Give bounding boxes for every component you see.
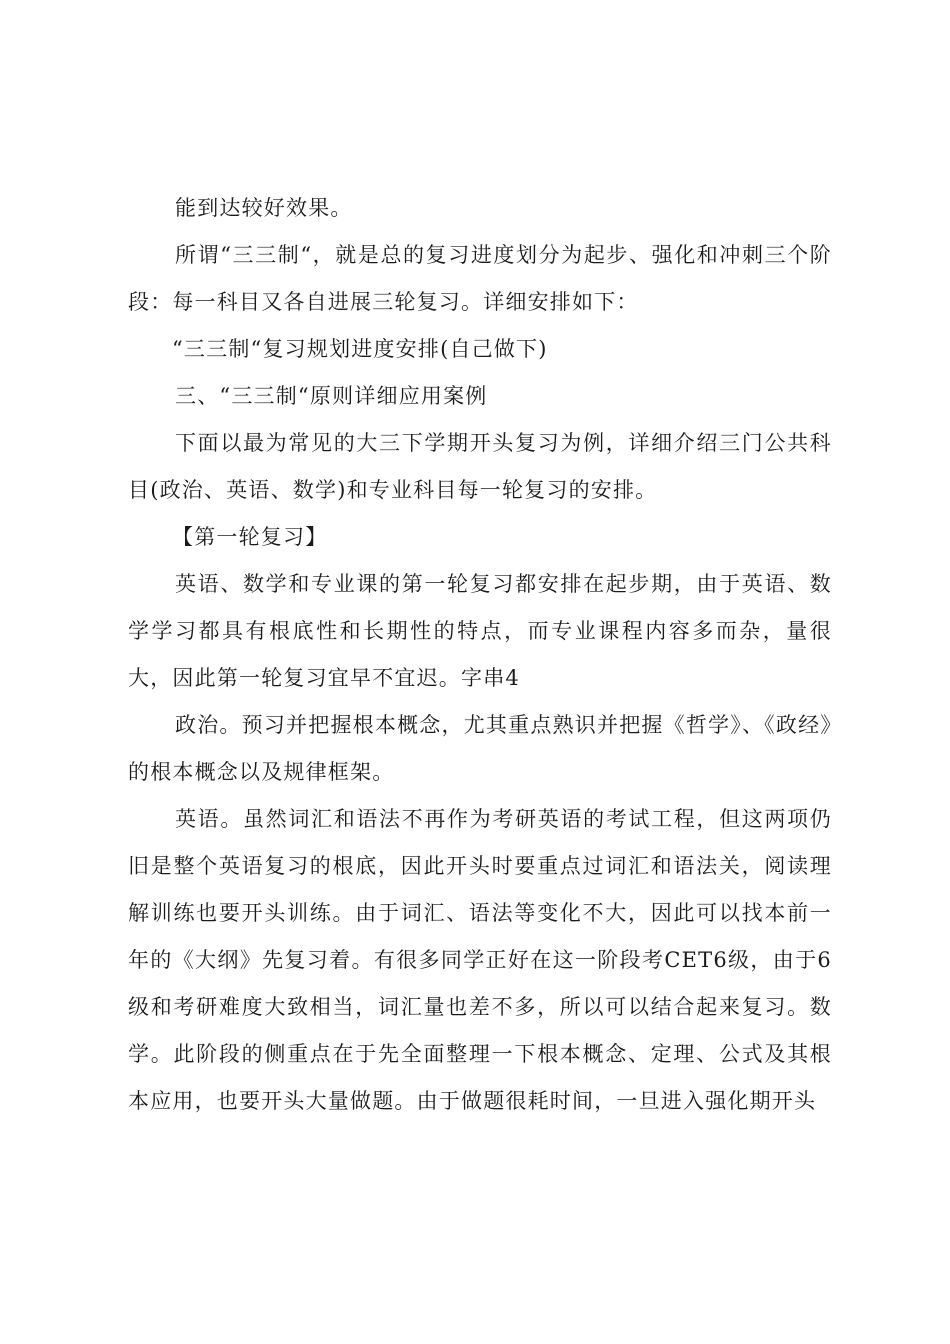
section-heading: 三、“三三制“原则详细应用案例	[175, 384, 488, 408]
paragraph-2: 所谓“三三制“，就是总的复习进度划分为起步、强化和冲刺三个阶段：每一科目又各自进展三轮复习。详细安排如下：	[128, 243, 832, 314]
paragraph-9: 英语。虽然词汇和语法不再作为考研英语的考试工程，但这两项仍旧是整个英语复习的根底，因此开头时要重点过词汇和语法关，阅读理解训练也要开头训练。由于词汇、语法等变化不大，因此可以找本前一年的《大纲》先复习着。有很多同学正好在这一阶段考CET6级，由于6级和考研难度大致相当，词汇量也差不多，所以可以结合起来复习。数学。此阶段的侧重点在于先全面整理一下根本概念、定理、公式及其根本应用，也要开头大量做题。由于做题很耗时间，一旦进入强化期开头	[128, 807, 832, 1113]
document-body	[128, 185, 832, 1125]
paragraph-8: 政治。预习并把握根本概念，尤其重点熟识并把握《哲学》、《政经》的根本概念以及规律框架。	[128, 713, 832, 784]
paragraph-3: “三三制“复习规划进度安排(自己做下)	[172, 337, 548, 361]
subsection-heading: 【第一轮复习】	[172, 525, 328, 549]
paragraph-7: 英语、数学和专业课的第一轮复习都安排在起步期，由于英语、数学学习都具有根底性和长期性的特点，而专业课程内容多而杂，量很大，因此第一轮复习宜早不宜迟。字串4	[128, 572, 832, 690]
paragraph-5: 下面以最为常见的大三下学期开头复习为例，详细介绍三门公共科目(政治、英语、数学)和专业科目每一轮复习的安排。	[128, 431, 832, 502]
paragraph-1: 能到达较好效果。	[175, 196, 353, 220]
